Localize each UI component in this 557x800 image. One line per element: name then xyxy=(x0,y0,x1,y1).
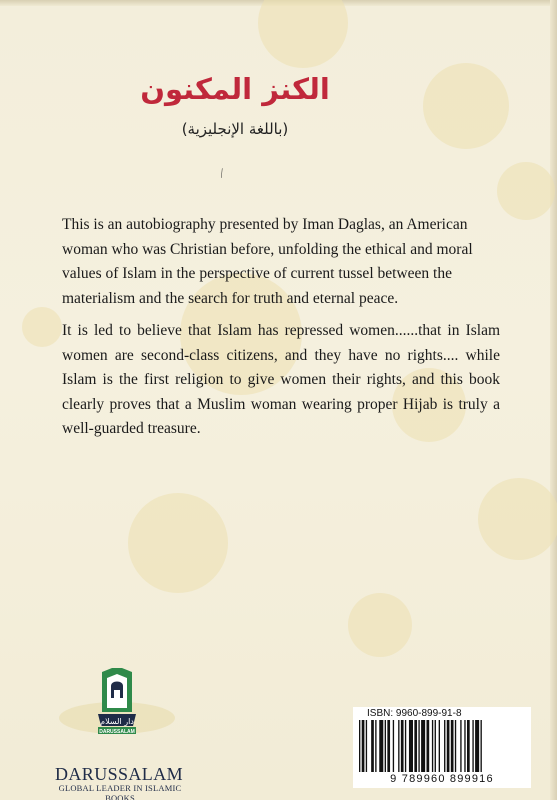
barcode-bar xyxy=(409,720,413,772)
description-text xyxy=(62,213,500,442)
barcode-bar xyxy=(398,720,399,772)
svg-text:دار السلام: دار السلام xyxy=(100,717,134,726)
barcode-bar xyxy=(371,720,374,772)
barcode-bar xyxy=(385,720,386,772)
barcode-bar xyxy=(444,720,445,772)
barcode-bar xyxy=(359,720,360,772)
publisher-name: DARUSSALAM xyxy=(54,764,184,784)
description-paragraph-1: This is an autobiography presented by Iman Daglas, an American woman who was Christian before, unfolding the ethical and moral values of Islam in the perspective of current tussel between the materialism and the search for truth and eternal peace. xyxy=(62,216,473,307)
barcode-icon xyxy=(359,720,525,772)
barcode-bar xyxy=(475,720,479,772)
barcode-bar xyxy=(421,720,425,772)
arabic-subtitle: (باللغة الإنجليزية) xyxy=(181,120,289,138)
barcode-bar xyxy=(362,720,365,772)
barcode-bar xyxy=(447,720,450,772)
barcode-bar xyxy=(432,720,433,772)
description-paragraph-2: It is led to believe that Islam has repressed women......that in Islam women are second-class citizens, and they have no rights.... while Islam is the first religion to give women their rights, and this book clearly proves that a Muslim woman wearing proper Hijab is truly a well-guarded treasure. xyxy=(62,322,500,437)
barcode-bar xyxy=(393,720,394,772)
background-bubble xyxy=(497,162,555,220)
background-bubble xyxy=(478,478,557,560)
barcode-bar xyxy=(379,720,383,772)
barcode-bar xyxy=(401,720,404,772)
barcode-bar xyxy=(460,720,461,772)
publisher-tagline: GLOBAL LEADER IN ISLAMIC BOOKS xyxy=(58,783,182,800)
barcode-bar xyxy=(418,720,419,772)
book-and-lamp-icon xyxy=(58,668,176,740)
barcode-bar xyxy=(435,720,436,772)
barcode-bar xyxy=(387,720,390,772)
barcode-bar xyxy=(451,720,454,772)
cover-right-edge xyxy=(550,0,557,800)
barcode-bar xyxy=(414,720,417,772)
barcode-bar xyxy=(467,720,470,772)
barcode-bar xyxy=(405,720,406,772)
barcode-bar xyxy=(375,720,376,772)
barcode-bar xyxy=(481,720,482,772)
barcode-bar xyxy=(472,720,473,772)
barcode-bar xyxy=(366,720,367,772)
background-bubble xyxy=(258,0,348,68)
pen-mark: ⁄ xyxy=(217,166,227,180)
barcode-bar xyxy=(455,720,456,772)
barcode-bar xyxy=(464,720,465,772)
background-bubble xyxy=(348,593,412,657)
background-bubble xyxy=(22,307,62,347)
barcode-digits: 9 789960 899916 xyxy=(390,773,494,785)
svg-text:DARUSSALAM: DARUSSALAM xyxy=(99,729,135,735)
arabic-title: الكنز المكنون xyxy=(140,72,330,106)
barcode-bar xyxy=(427,720,430,772)
isbn-label: ISBN: 9960-899-91-8 xyxy=(367,708,462,719)
background-bubble xyxy=(128,493,228,593)
barcode-bar xyxy=(439,720,440,772)
